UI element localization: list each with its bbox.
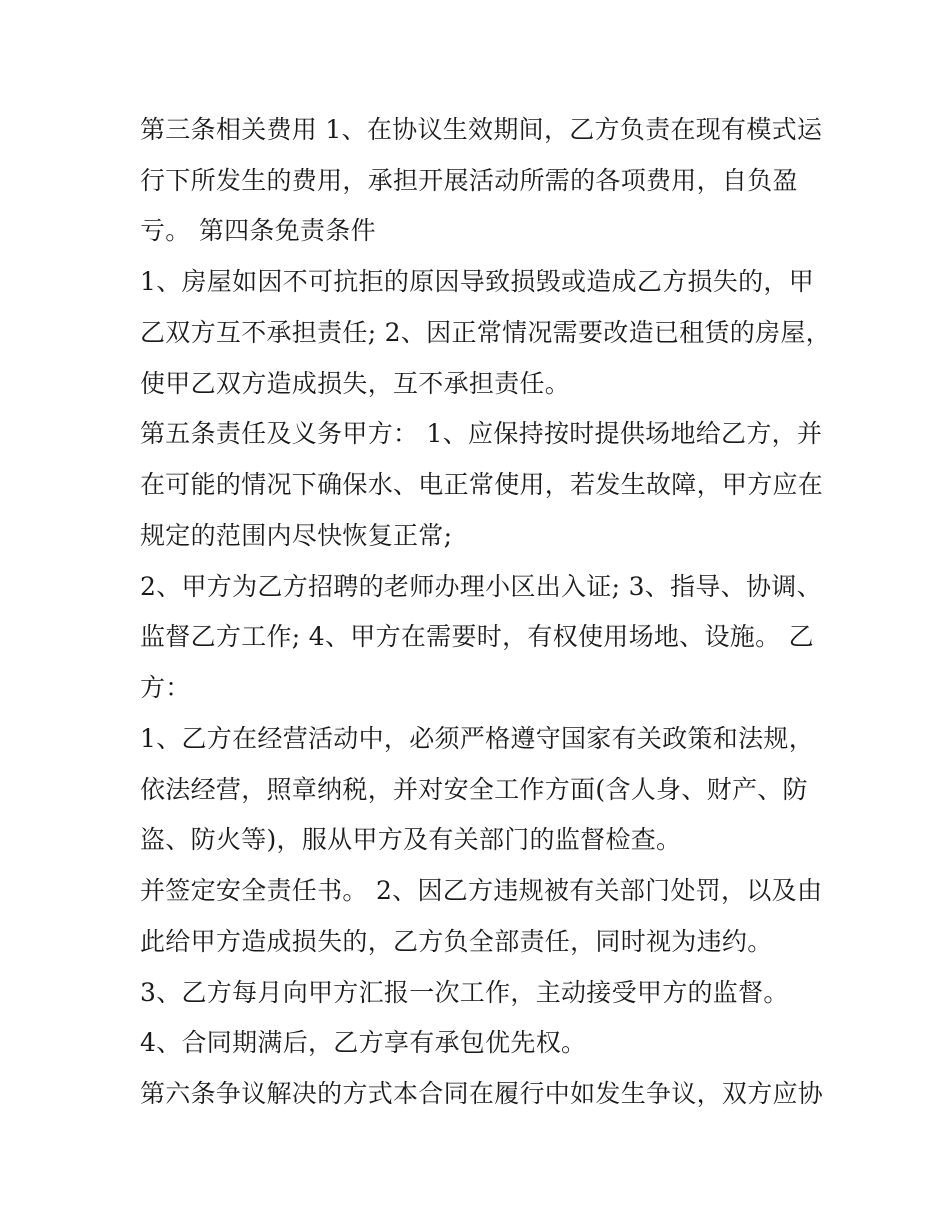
- text-line: 4、合同期满后，乙方享有承包优先权。: [140, 1028, 587, 1057]
- text-line: 第六条争议解决的方式本合同在履行中如发生争议，双方应协: [140, 1079, 824, 1108]
- text-line: 方：: [140, 673, 191, 702]
- text-line: 并签定安全责任书。 2、因乙方违规被有关部门处罚，以及由: [140, 876, 823, 905]
- text-line: 行下所发生的费用，承担开展活动所需的各项费用，自负盈: [140, 166, 798, 195]
- text-line: 在可能的情况下确保水、电正常使用，若发生故障，甲方应在: [140, 470, 824, 499]
- text-line: 1、房屋如因不可抗拒的原因导致损毁或造成乙方损失的，甲: [140, 267, 815, 296]
- text-line: 第三条相关费用 1、在协议生效期间，乙方负责在现有模式运: [140, 115, 823, 144]
- text-line: 2、甲方为乙方招聘的老师办理小区出入证; 3、指导、协调、: [140, 572, 822, 601]
- text-line: 亏。 第四条免责条件: [140, 216, 376, 245]
- text-line: 3、乙方每月向甲方汇报一次工作，主动接受甲方的监督。: [140, 978, 789, 1007]
- text-line: 盗、防火等)，服从甲方及有关部门的监督检查。: [140, 825, 682, 854]
- text-line: 使甲乙双方造成损失，互不承担责任。: [140, 369, 571, 398]
- text-line: 此给甲方造成损失的，乙方负全部责任，同时视为违约。: [140, 927, 773, 956]
- text-line: 规定的范围内尽快恢复正常;: [140, 521, 453, 550]
- text-line: 1、乙方在经营活动中，必须严格遵守国家有关政策和法规，: [140, 724, 815, 753]
- text-line: 依法经营，照章纳税，并对安全工作方面(含人身、财产、防: [140, 775, 808, 804]
- text-line: 监督乙方工作; 4、甲方在需要时，有权使用场地、设施。 乙: [140, 622, 814, 651]
- text-line: 第五条责任及义务甲方： 1、应保持按时提供场地给乙方，并: [140, 419, 823, 448]
- text-line: 乙双方互不承担责任; 2、因正常情况需要改造已租赁的房屋，: [140, 318, 831, 347]
